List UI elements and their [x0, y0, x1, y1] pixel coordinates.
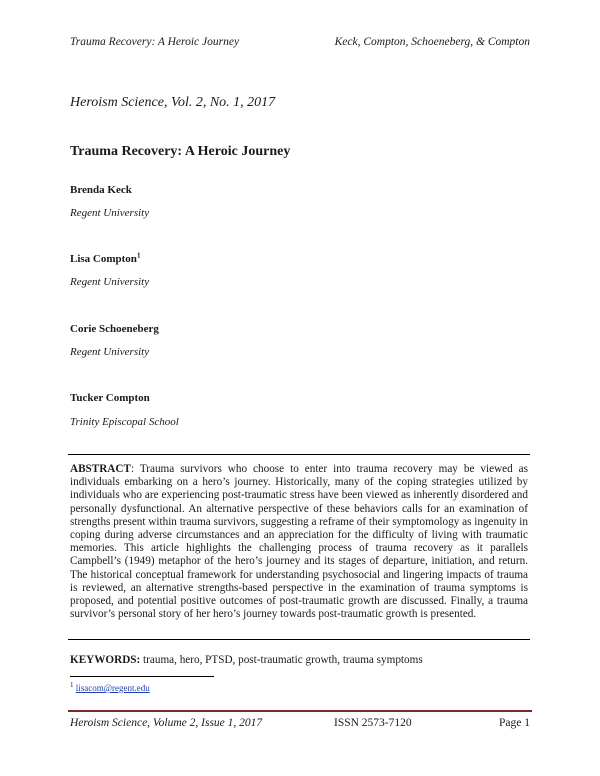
- running-header-right: Keck, Compton, Schoeneberg, & Compton: [334, 36, 530, 48]
- abstract-label: ABSTRACT: [70, 463, 131, 475]
- abstract-paragraph: [70, 463, 528, 621]
- journal-citation: Heroism Science, Vol. 2, No. 1, 2017: [70, 95, 276, 110]
- author-affiliation-1: Regent University: [70, 207, 150, 219]
- author-affiliation-4: Trinity Episcopal School: [70, 416, 179, 428]
- author-affiliation-2: Regent University: [70, 276, 150, 288]
- author-name-2: Lisa Compton$^1$: [70, 251, 141, 265]
- footnote-number: 1: [70, 681, 74, 689]
- keywords-text: trauma, hero, PTSD, post-traumatic growth, trauma symptoms: [140, 654, 423, 666]
- page-number: Page 1: [499, 717, 530, 729]
- abstract-box: [68, 454, 530, 640]
- footer-journal: Heroism Science, Volume 2, Issue 1, 2017: [70, 717, 263, 729]
- footnote-marker[interactable]: 1: [136, 251, 141, 260]
- footnote: [70, 683, 150, 693]
- keywords-label: KEYWORDS:: [70, 654, 141, 666]
- footer-issn: ISSN 2573-7120: [334, 717, 412, 729]
- footnote-separator: [70, 676, 214, 677]
- author-name-3: Corie Schoeneberg: [70, 323, 159, 335]
- author-name-4: Tucker Compton: [70, 392, 150, 404]
- abstract-body: : Trauma survivors who choose to enter into trauma recovery may be viewed as individuals embarking on a hero’s journey. Historically, many of the coping strategies utilized by individuals who are experiencing post-traumatic stress have been viewed as inherently disordered and personally dysfunctional. An alternative perspective of these behaviors calls for an examination of strengths present within trauma survivors, suggesting a reframe of their symptomology as ingenuity in coping during adverse circumstances and an appreciation for the difficulty of living with traumatic memories. This article highlights the challenging process of trauma recovery as it parallels Campbell’s (1949) metaphor of the hero’s journey and its stages of departure, initiation, and return. The historical conceptual framework for understanding psychosocial and lingering impacts of trauma is reviewed, an alternative strengths-based perspective in the examination of trauma symptoms is proposed, and potential positive outcomes of post-traumatic growth are discussed. Finally, a trauma survivor’s personal story of her hero’s journey towards post-traumatic growth is presented.: [70, 463, 528, 621]
- keywords-line: [70, 654, 423, 666]
- author-name-1: Brenda Keck: [70, 184, 132, 196]
- author-affiliation-3: Regent University: [70, 346, 150, 358]
- article-title: Trauma Recovery: A Heroic Journey: [70, 144, 291, 159]
- email-link[interactable]: lisacom@regent.edu: [75, 683, 150, 693]
- footer-rule: [68, 710, 532, 712]
- running-header-left: Trauma Recovery: A Heroic Journey: [70, 36, 240, 48]
